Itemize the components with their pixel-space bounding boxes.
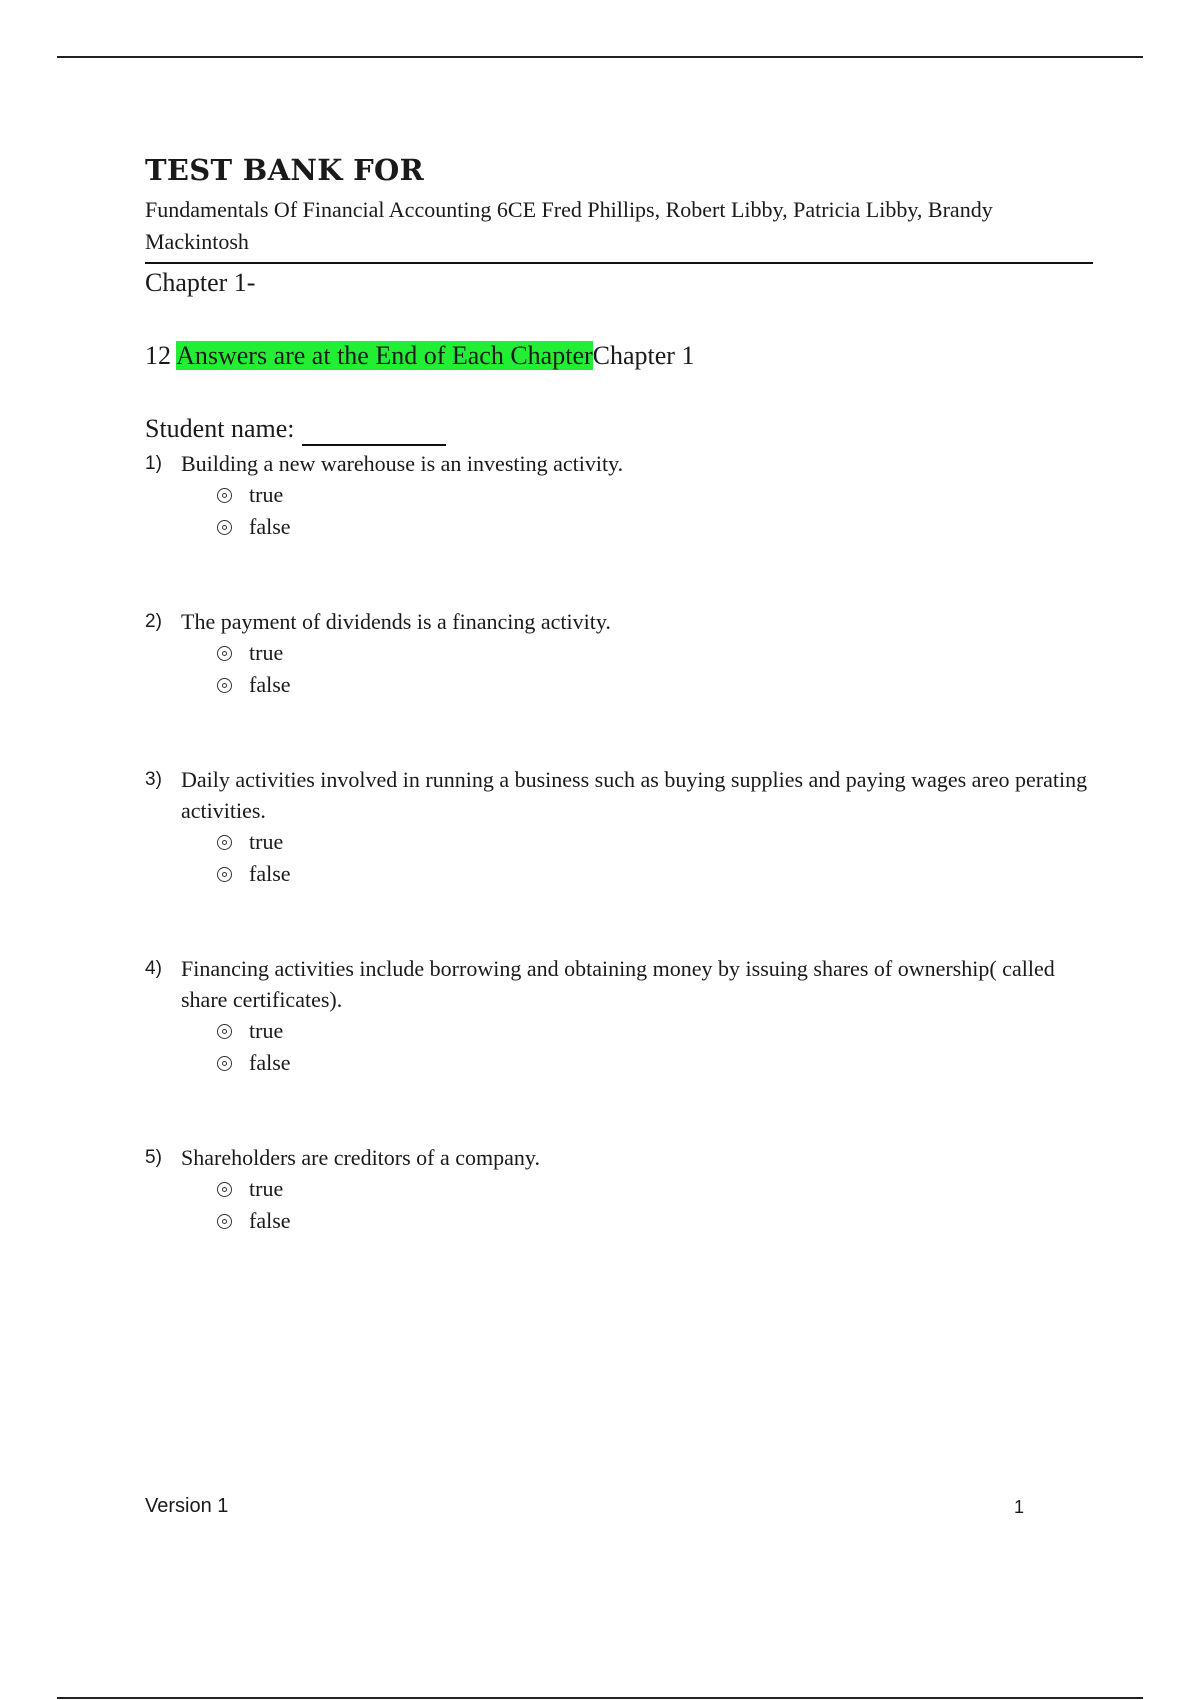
question-options [217,1015,1093,1079]
question-number: 4) [145,958,162,979]
radio-button-icon[interactable] [217,835,232,850]
question-1 [145,448,1093,543]
option-true[interactable] [217,479,1093,511]
radio-button-icon[interactable] [217,1214,232,1229]
option-false[interactable] [217,1205,1093,1237]
option-false[interactable] [217,858,1093,890]
option-label: true [249,1018,284,1043]
question-options [217,1173,1093,1237]
student-name-field[interactable] [302,420,446,446]
option-false[interactable] [217,669,1093,701]
document-title: TEST BANK FOR [145,153,424,187]
radio-button-icon[interactable] [217,488,232,503]
option-label: false [249,1208,291,1233]
top-rule [57,56,1143,58]
option-false[interactable] [217,511,1093,543]
option-label: false [249,514,291,539]
question-text: Shareholders are creditors of a company. [181,1145,540,1170]
chapter-line-suffix: Chapter 1 [592,341,695,370]
option-label: false [249,861,291,886]
question-4 [145,953,1093,1079]
option-true[interactable] [217,826,1093,858]
question-number: 5) [145,1147,162,1168]
student-name-row [145,412,1093,446]
option-label: false [249,1050,291,1075]
radio-button-icon[interactable] [217,867,232,882]
option-true[interactable] [217,1015,1093,1047]
question-text: The payment of dividends is a financing activity. [181,609,611,634]
option-label: true [249,482,284,507]
student-name-label: Student name: [145,414,295,443]
option-label: true [249,1176,284,1201]
question-2 [145,606,1093,701]
question-number: 1) [145,453,162,474]
question-options [217,826,1093,890]
radio-button-icon[interactable] [217,1056,232,1071]
chapter-label: Chapter 1- [145,268,256,297]
option-true[interactable] [217,1173,1093,1205]
radio-button-icon[interactable] [217,520,232,535]
question-options [217,479,1093,543]
radio-button-icon[interactable] [217,646,232,661]
document-subtitle: Fundamentals Of Financial Accounting 6CE Fred Phillips, Robert Libby, Patricia Libby, Brandy Mackintosh [145,194,1093,264]
option-label: false [249,672,291,697]
question-text: Building a new warehouse is an investing activity. [181,451,624,476]
document-body [145,150,1093,1237]
answers-note-highlight: Answers are at the End of Each Chapter [176,341,593,370]
question-3 [145,764,1093,890]
chapter-line [145,338,1093,374]
radio-button-icon[interactable] [217,1024,232,1039]
question-text: Financing activities include borrowing and obtaining money by issuing shares of ownership( called share certificates). [181,956,1055,1012]
radio-button-icon[interactable] [217,1182,232,1197]
question-number: 2) [145,611,162,632]
question-5 [145,1142,1093,1237]
footer-page-number: 1 [1014,1497,1025,1517]
option-true[interactable] [217,637,1093,669]
option-false[interactable] [217,1047,1093,1079]
question-number: 3) [145,769,162,790]
option-label: true [249,829,284,854]
bottom-rule [57,1697,1143,1699]
option-label: true [249,640,284,665]
footer-version: Version 1 [145,1495,229,1517]
question-options [217,637,1093,701]
chapter-line-prefix: 12 [145,341,177,370]
radio-button-icon[interactable] [217,678,232,693]
question-text: Daily activities involved in running a business such as buying supplies and paying wages areo perating activities. [181,767,1088,823]
